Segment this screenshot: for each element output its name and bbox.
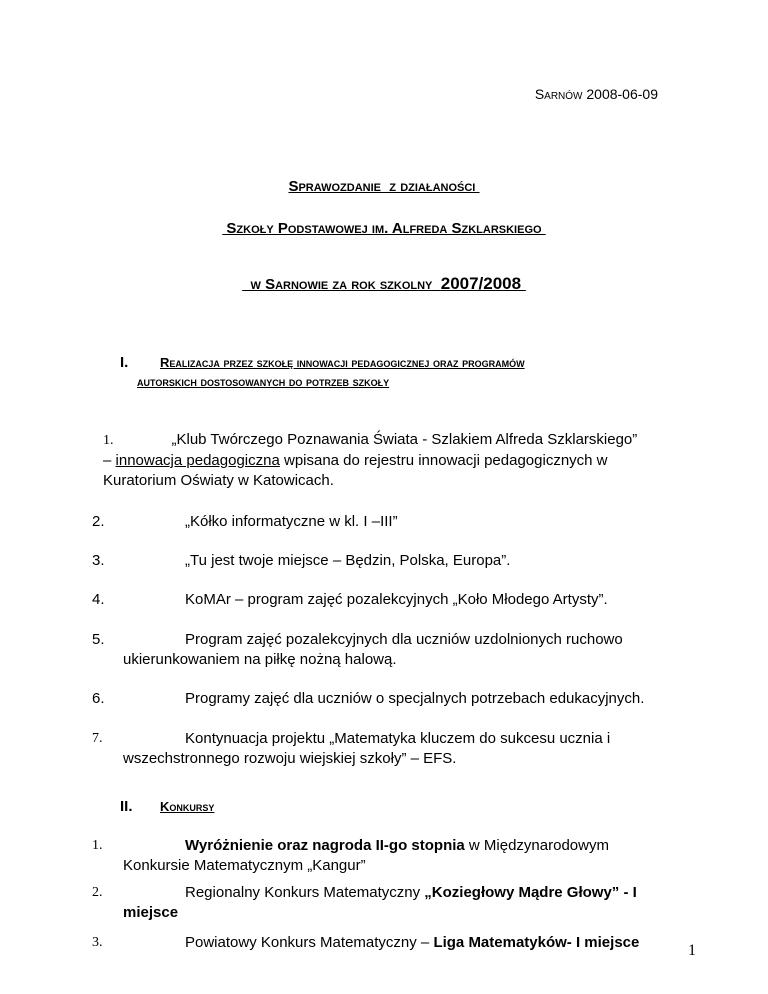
page-number: 1 xyxy=(688,942,696,959)
document-date xyxy=(535,86,658,102)
section-1-item-1 xyxy=(103,430,703,491)
title-line-1: Sprawozdanie z działaności xyxy=(288,178,480,195)
underlined-term: innowacja pedagogiczna xyxy=(115,452,280,469)
section-2-item-3 xyxy=(185,933,639,953)
item-text-cont-2: Kuratorium Oświaty w Katowicach. xyxy=(103,472,334,489)
award-text: Liga Matematyków- I miejsce xyxy=(433,934,640,951)
item-number: 1. xyxy=(103,433,114,448)
award-text: Wyróżnienie oraz nagroda II-go stopnia xyxy=(185,837,465,854)
item-dash: – xyxy=(103,452,116,469)
item-text: Regionalny Konkurs Matematyczny xyxy=(185,884,425,901)
award-place-cont: miejsce xyxy=(123,904,179,921)
item-text-cont: wszechstronnego rozwoju wiejskiej szkoły” – EFS. xyxy=(123,750,457,767)
award-place: - I xyxy=(619,884,637,901)
item-number: 4. xyxy=(92,591,105,608)
section-1-number: I. xyxy=(120,354,129,371)
item-number: 3. xyxy=(92,935,103,950)
section-1-item-5 xyxy=(123,630,703,670)
section-2-number: II. xyxy=(120,798,133,815)
place-name: Sarnów xyxy=(534,86,583,102)
section-1-item-4: KoMAr – program zajęć pozalekcyjnych „Koło Młodego Artysty”. xyxy=(185,591,608,608)
item-number: 7. xyxy=(92,731,103,746)
award-text: „Koziegłowy Mądre Głowy” xyxy=(424,884,620,901)
item-number: 5. xyxy=(92,631,105,648)
item-text: Powiatowy Konkurs Matematyczny – xyxy=(185,934,434,951)
section-1-item-7 xyxy=(123,729,703,769)
section-1-item-2: „Kółko informatyczne w kl. I –III” xyxy=(185,513,398,530)
section-2-title: Konkursy xyxy=(160,799,215,814)
item-number: 6. xyxy=(92,690,105,707)
item-text: „Klub Twórczego Poznawania Świata - Szlakiem Alfreda Szklarskiego” xyxy=(171,431,638,448)
date-value: 2008-06-09 xyxy=(586,86,658,102)
item-text: w Międzynarodowym xyxy=(464,837,609,854)
item-text-cont: ukierunkowaniem na piłkę nożną halową. xyxy=(123,651,397,668)
item-number: 1. xyxy=(92,838,103,853)
item-number: 2. xyxy=(92,513,105,530)
item-number: 2. xyxy=(92,885,103,900)
item-number: 3. xyxy=(92,552,105,569)
title-line-3-prefix: w Sarnowie za rok szkolny xyxy=(250,276,441,293)
item-text: Program zajęć pozalekcyjnych dla uczniów uzdolnionych ruchowo xyxy=(185,631,623,648)
section-2-item-1 xyxy=(123,836,703,876)
title-line-2: Szkoły Podstawowej im. Alfreda Szklarskiego xyxy=(222,220,546,237)
section-2-item-2 xyxy=(123,883,703,923)
title-line-3 xyxy=(0,257,768,294)
section-1-title-line-2: autorskich dostosowanych do potrzeb szkoły xyxy=(137,374,390,389)
item-text-cont: Konkursie Matematycznym „Kangur” xyxy=(123,857,366,874)
item-text-cont: wpisana do rejestru innowacji pedagogicznych w xyxy=(279,452,608,469)
title-year: 2007/2008 xyxy=(440,274,526,293)
section-1-item-3: „Tu jest twoje miejsce – Będzin, Polska, Europa”. xyxy=(185,552,511,569)
section-1-item-6: Programy zajęć dla uczniów o specjalnych potrzebach edukacyjnych. xyxy=(185,690,645,707)
section-1-title-line-1: Realizacja przez szkołę innowacji pedagogicznej oraz programów xyxy=(160,355,525,370)
item-text: Kontynuacja projektu „Matematyka kluczem do sukcesu ucznia i xyxy=(185,730,611,747)
